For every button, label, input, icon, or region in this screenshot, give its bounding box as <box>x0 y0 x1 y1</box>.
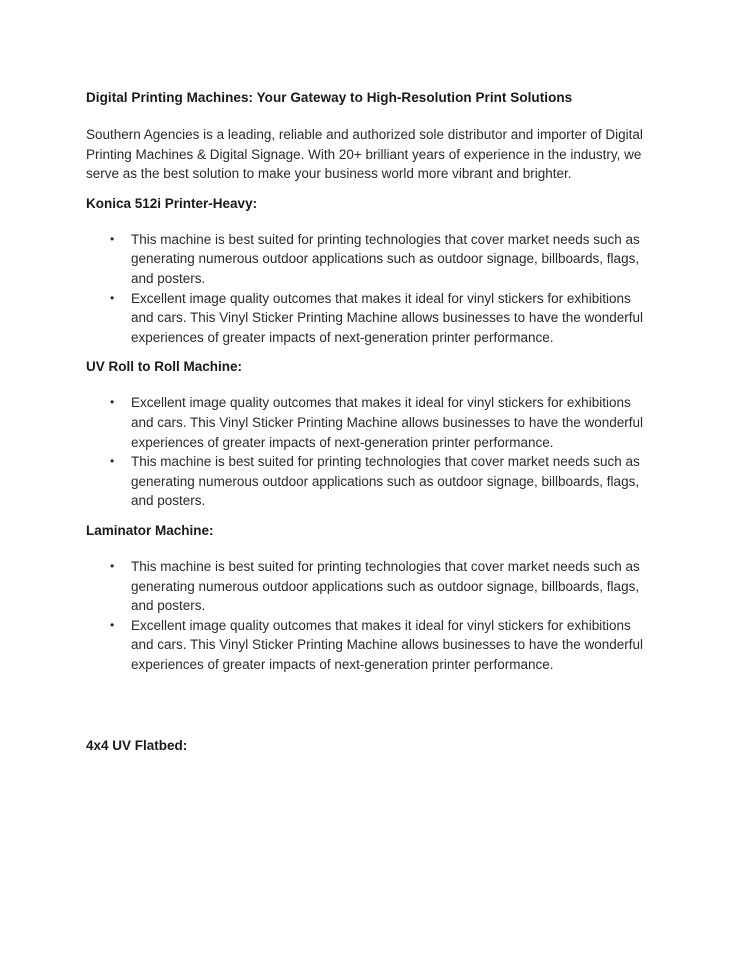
list-item <box>86 452 656 511</box>
bullet-icon: • <box>110 290 115 305</box>
list-item-text: Excellent image quality outcomes that makes it ideal for vinyl stickers for exhibitions and cars. This Vinyl Sticker Printing Machine allows businesses to have the wonderful experiences of greater impacts of next-generation printer performance. <box>131 617 644 672</box>
bullet-icon: • <box>110 617 115 632</box>
list-item <box>86 230 656 289</box>
list-item <box>86 393 656 452</box>
document-page <box>86 88 656 772</box>
spacer <box>86 684 656 736</box>
bullet-icon: • <box>110 395 115 410</box>
section-heading-uv-roll: UV Roll to Roll Machine: <box>86 359 243 375</box>
bullet-list-konica <box>86 230 656 348</box>
section-heading-konica: Konica 512i Printer-Heavy: <box>86 195 258 211</box>
list-item-text: This machine is best suited for printing technologies that cover market needs such as generating numerous outdoor applications such as outdoor signage, billboards, flags, and posters. <box>131 231 640 286</box>
bullet-icon: • <box>110 454 115 469</box>
list-item <box>86 289 656 348</box>
list-item <box>86 557 656 616</box>
document-title: Digital Printing Machines: Your Gateway to High-Resolution Print Solutions <box>86 90 573 105</box>
bullet-icon: • <box>110 558 115 573</box>
intro-paragraph: Southern Agencies is a leading, reliable and authorized sole distributor and importer of Digital Printing Machines & Digital Signage. With 20+ brilliant years of experience in the industry, we serve as the best solution to make your business world more vibrant and brighter. <box>86 127 643 182</box>
list-item-text: Excellent image quality outcomes that makes it ideal for vinyl stickers for exhibitions and cars. This Vinyl Sticker Printing Machine allows businesses to have the wonderful experiences of greater impacts of next-generation printer performance. <box>131 290 644 345</box>
list-item-text: This machine is best suited for printing technologies that cover market needs such as generating numerous outdoor applications such as outdoor signage, billboards, flags, and posters. <box>131 558 640 614</box>
bullet-list-uv-roll <box>86 393 656 511</box>
bullet-list-laminator <box>86 557 656 675</box>
section-heading-laminator: Laminator Machine: <box>86 522 214 538</box>
list-item-text: This machine is best suited for printing technologies that cover market needs such as generating numerous outdoor applications such as outdoor signage, billboards, flags, and posters. <box>131 454 640 509</box>
section-heading-uv-flatbed: 4x4 UV Flatbed: <box>86 738 188 754</box>
list-item <box>86 616 656 675</box>
list-item-text: Excellent image quality outcomes that makes it ideal for vinyl stickers for exhibitions and cars. This Vinyl Sticker Printing Machine allows businesses to have the wonderful experiences of greater impacts of next-generation printer performance. <box>131 395 644 450</box>
bullet-icon: • <box>110 231 115 246</box>
